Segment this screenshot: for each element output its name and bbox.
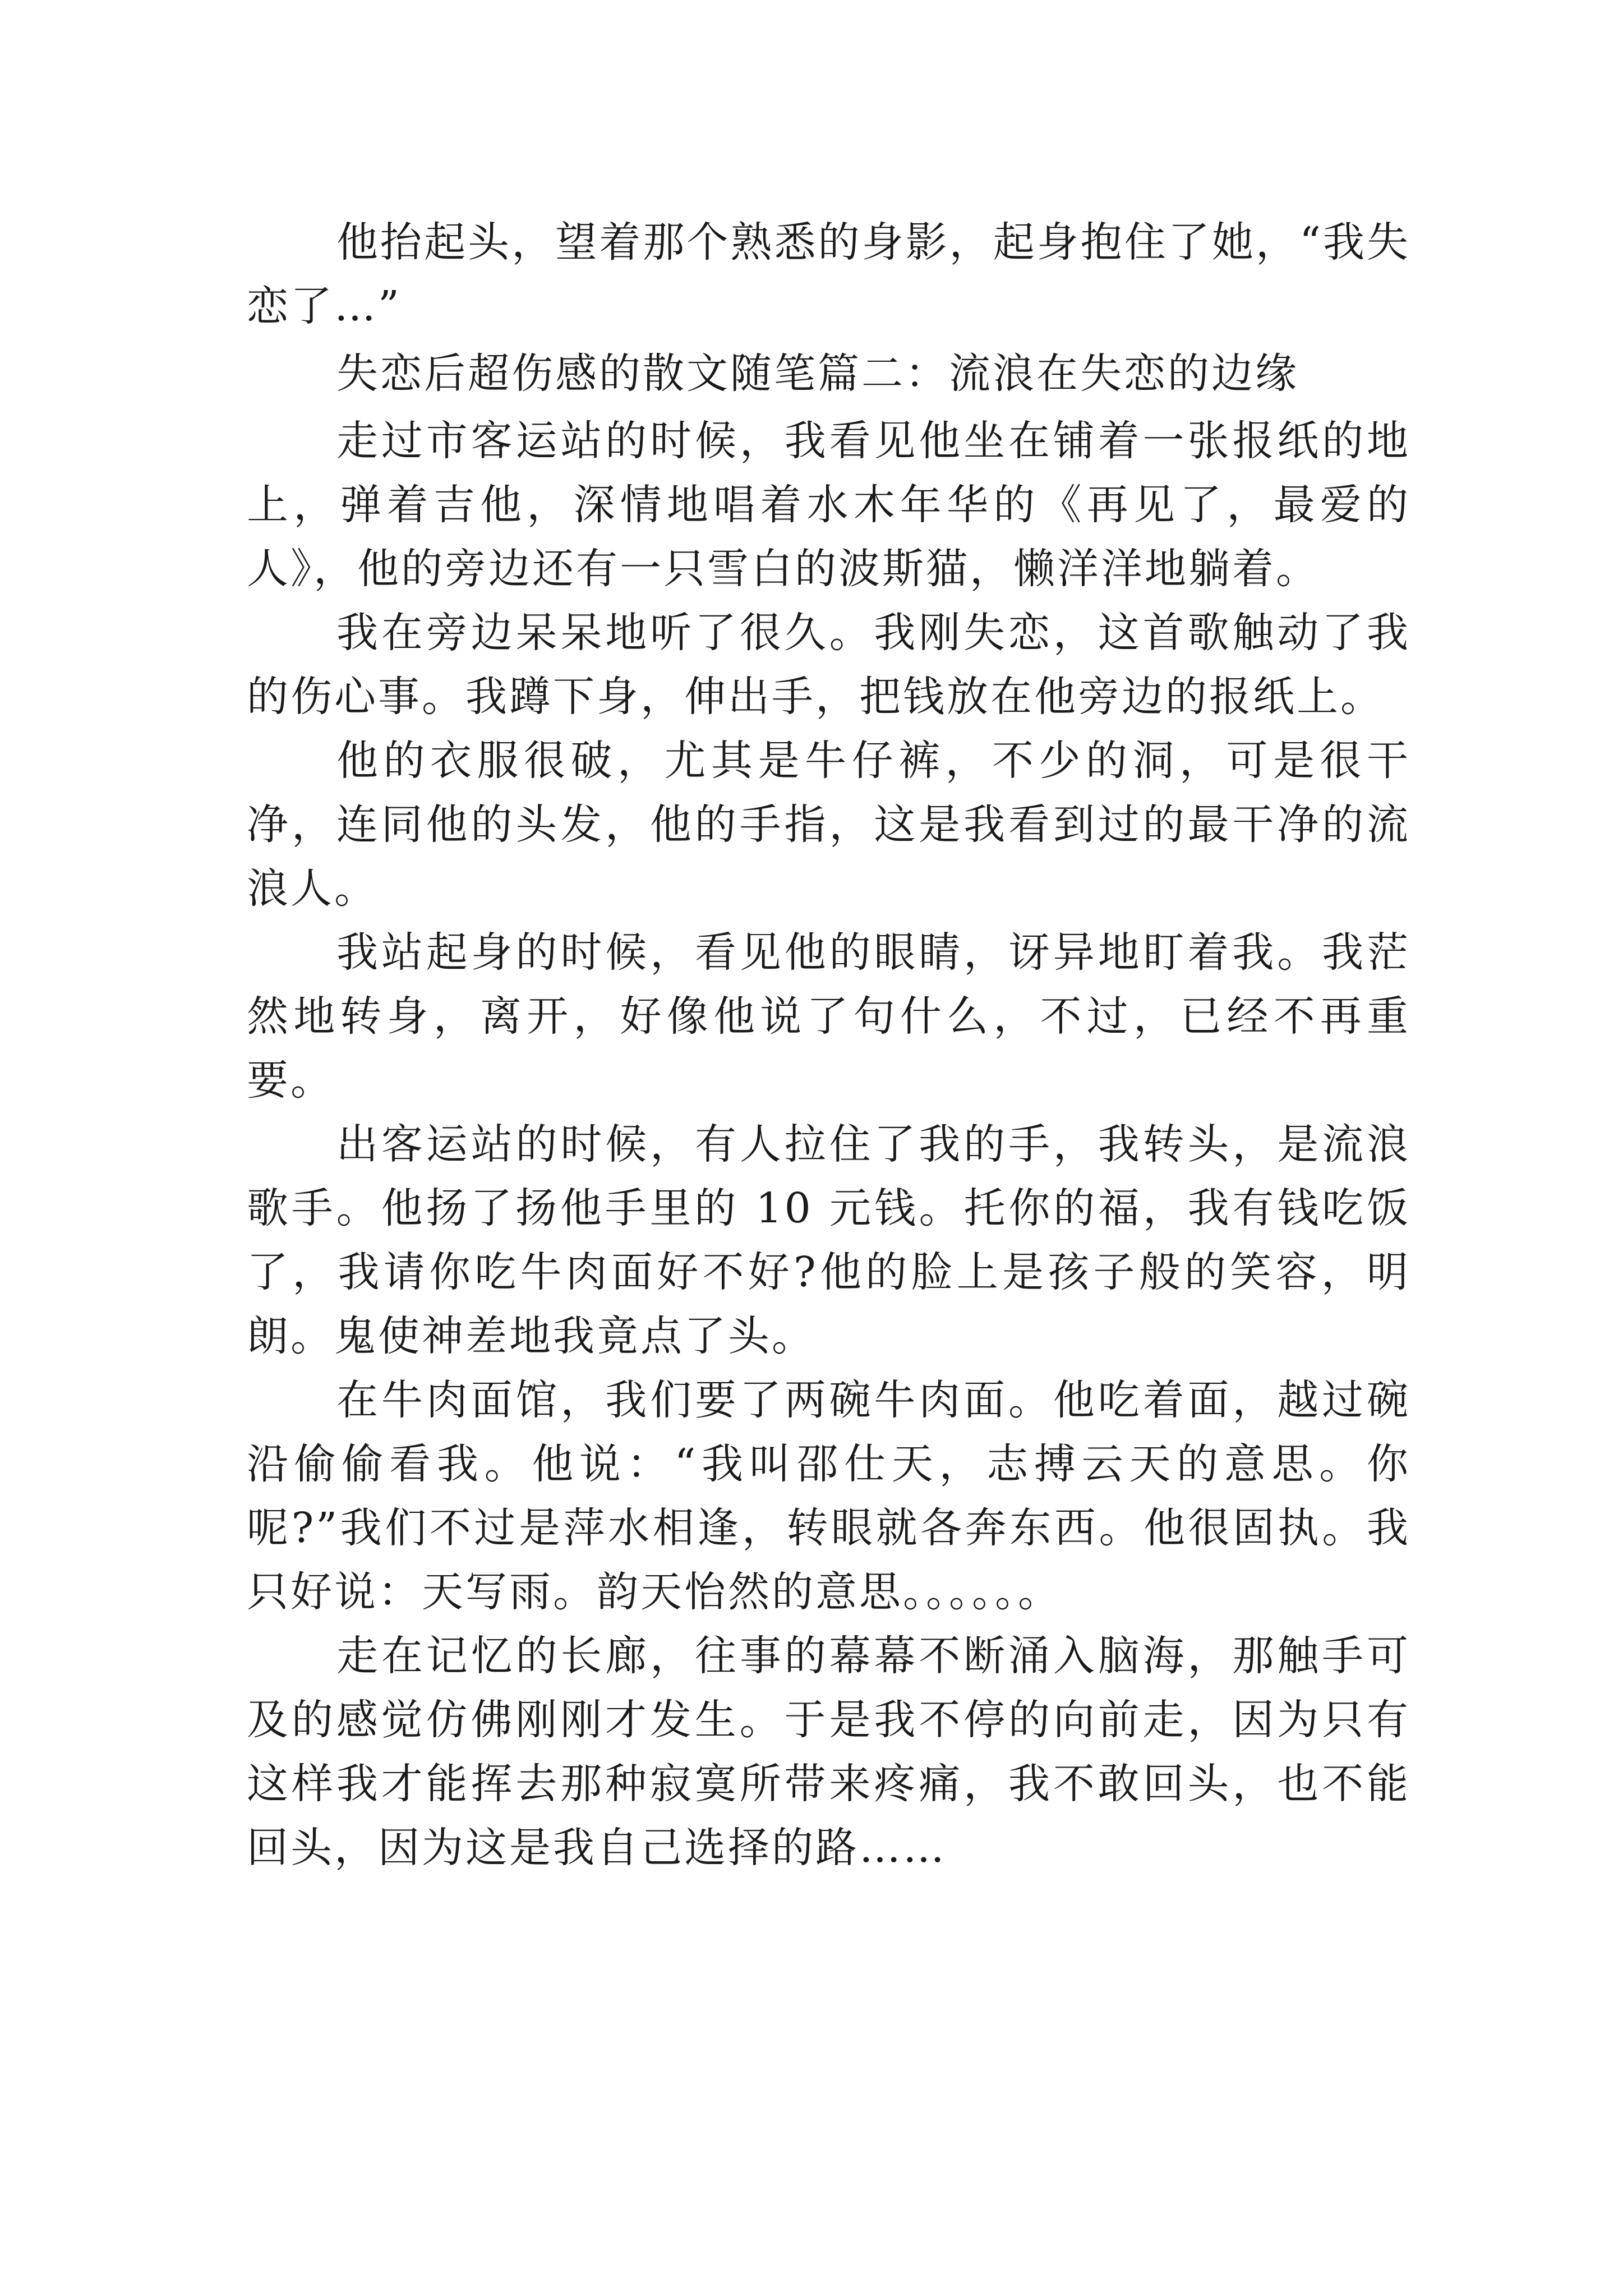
paragraph-2: 走过市客运站的时候，我看见他坐在铺着一张报纸的地上，弹着吉他，深情地唱着水木年华的《再见了，最爱的人》，他的旁边还有一只雪白的波斯猫，懒洋洋地躺着。 bbox=[247, 417, 1410, 593]
section-heading: 失恋后超伤感的散文随笔篇二：流浪在失恋的边缘 bbox=[336, 349, 1299, 398]
paragraph-8: 走在记忆的长廊，往事的幕幕不断涌入脑海，那触手可及的感觉仿佛刚刚才发生。于是我不停的向前走，因为只有这样我才能挥去那种寂寞所带来疼痛，我不敢回头，也不能回头，因为这是我自己选择的路…… bbox=[247, 1632, 1410, 1872]
paragraph-5: 我站起身的时候，看见他的眼睛，讶异地盯着我。我茫然地转身，离开，好像他说了句什么，不过，已经不再重要。 bbox=[247, 928, 1410, 1105]
paragraph-1: 他抬起头，望着那个熟悉的身影，起身抱住了她，“我失恋了…” bbox=[247, 218, 1410, 330]
paragraph-3: 我在旁边呆呆地听了很久。我刚失恋，这首歌触动了我的伤心事。我蹲下身，伸出手，把钱放在他旁边的报纸上。 bbox=[247, 609, 1410, 721]
paragraph-7: 在牛肉面馆，我们要了两碗牛肉面。他吃着面，越过碗沿偷偷看我。他说：“我叫邵仕天，志搏云天的意思。你呢?”我们不过是萍水相逢，转眼就各奔东西。他很固执。我只好说：天写雨。韵天怡然的意思。。。。。。 bbox=[247, 1376, 1410, 1616]
paragraph-6: 出客运站的时候，有人拉住了我的手，我转头，是流浪歌手。他扬了扬他手里的 10 元钱。托你的福，我有钱吃饭了，我请你吃牛肉面好不好?他的脸上是孩子般的笑容，明朗。鬼使神差地我竟点了头。 bbox=[247, 1120, 1410, 1360]
document-body bbox=[247, 210, 1410, 1880]
paragraph-4: 他的衣服很破，尤其是牛仔裤，不少的洞，可是很干净，连同他的头发，他的手指，这是我看到过的最干净的流浪人。 bbox=[247, 737, 1410, 913]
